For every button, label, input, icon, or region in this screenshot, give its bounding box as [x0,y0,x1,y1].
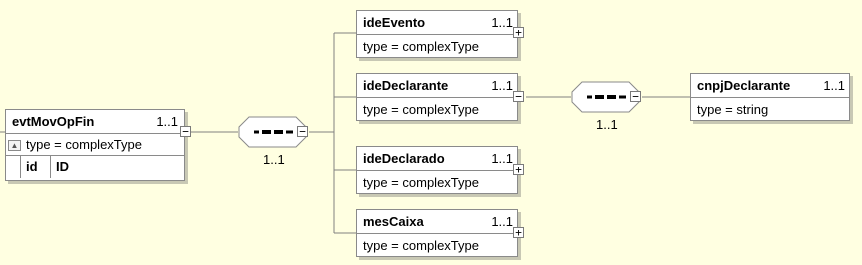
element-header [691,74,849,98]
element-node-mesCaixa[interactable] [356,209,518,257]
minus-icon: − [182,125,189,138]
element-type-row [357,35,517,58]
element-cardinality: 1..1 [491,78,513,93]
element-cardinality: 1..1 [491,15,513,30]
element-header [357,210,517,234]
root-element-collapse-button[interactable] [180,126,191,137]
plus-icon: + [515,26,522,39]
expand-button-ideEvento[interactable] [513,27,524,38]
element-type-row [357,98,517,121]
element-type: type = complexType [363,175,479,190]
element-cardinality: 1..1 [491,214,513,229]
sequence-compositor-1 [239,117,306,147]
plus-icon: + [515,226,522,239]
element-type: type = complexType [363,102,479,117]
minus-icon: − [299,125,306,138]
element-header [357,11,517,35]
root-element-type-row [6,134,184,156]
element-type-row [357,234,517,257]
sequence-2-collapse-button[interactable] [630,91,641,102]
element-node-ideEvento[interactable] [356,10,518,58]
element-type-row [691,98,849,121]
element-type-row [357,171,517,194]
element-type: type = string [697,102,769,117]
element-node-ideDeclarado[interactable] [356,146,518,194]
sequence-1-collapse-button[interactable] [297,126,308,137]
sequence-compositor-2 [572,82,639,112]
root-element-header [6,110,184,134]
plus-icon: + [515,163,522,176]
element-type: type = complexType [363,238,479,253]
root-element-name: evtMovOpFin [12,114,95,129]
minus-icon: − [515,90,522,103]
collapse-button-ideDeclarante[interactable] [513,91,524,102]
root-element-type: type = complexType [26,137,142,152]
sequence-1-cardinality: 1..1 [263,152,285,167]
element-node-ideDeclarante[interactable] [356,73,518,121]
element-name: ideDeclarante [363,78,449,93]
element-header [357,147,517,171]
expand-button-mesCaixa[interactable] [513,227,524,238]
element-header [357,74,517,98]
attributes-toggle-button[interactable] [8,140,21,151]
element-cardinality: 1..1 [823,78,845,93]
expand-button-ideDeclarado[interactable] [513,164,524,175]
element-name: mesCaixa [363,214,424,229]
element-name: ideEvento [363,15,426,30]
element-name: cnpjDeclarante [697,78,791,93]
element-type: type = complexType [363,39,479,54]
triangle-up-icon: ▲ [10,141,19,150]
attribute-name: id [20,156,51,178]
root-element-node[interactable] [5,109,185,181]
sequence-2-cardinality: 1..1 [596,117,618,132]
element-node-cnpjDeclarante[interactable] [690,73,850,121]
minus-icon: − [632,90,639,103]
attribute-type: ID [56,159,69,174]
root-element-cardinality: 1..1 [156,114,178,129]
attribute-row [6,156,184,178]
element-name: ideDeclarado [363,151,445,166]
element-cardinality: 1..1 [491,151,513,166]
